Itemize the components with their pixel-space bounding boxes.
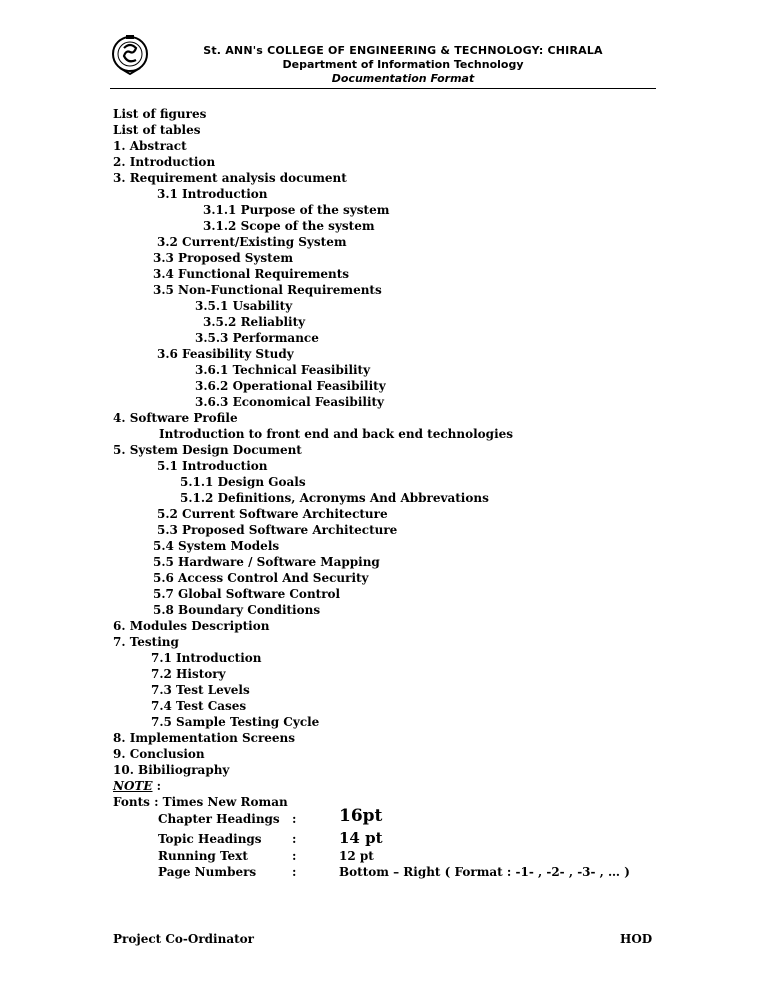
font-rule-value: 12 pt <box>339 849 374 863</box>
format-title: Documentation Format <box>331 72 475 85</box>
toc-item: 3.5.3 Performance <box>195 331 319 345</box>
font-rule-label: Topic Headings <box>158 832 262 846</box>
project-coordinator-signature-label: Project Co-Ordinator <box>113 932 254 946</box>
toc-item: 3.1 Introduction <box>157 187 268 201</box>
toc-item: 8. Implementation Screens <box>113 731 296 745</box>
toc-item: 5.6 Access Control And Security <box>153 571 369 585</box>
toc-item: 5.2 Current Software Architecture <box>157 507 388 521</box>
hod-signature-label: HOD <box>620 932 653 946</box>
toc-item: 5.1 Introduction <box>157 459 268 473</box>
font-rule-label: Chapter Headings <box>158 812 280 826</box>
toc-item: 5.1.2 Definitions, Acronyms And Abbrevations <box>180 491 489 505</box>
toc-item: 3.1.2 Scope of the system <box>203 219 375 233</box>
font-rule-value: 16pt <box>339 806 383 826</box>
toc-item: 9. Conclusion <box>113 747 205 761</box>
document-header <box>110 30 656 89</box>
toc-item: 5.3 Proposed Software Architecture <box>157 523 398 537</box>
toc-item: 3. Requirement analysis document <box>113 171 347 185</box>
note-label: NOTE <box>113 779 153 793</box>
toc-item: 5.8 Boundary Conditions <box>153 603 321 617</box>
note-colon: : <box>152 779 162 793</box>
toc-item: 3.2 Current/Existing System <box>157 235 347 249</box>
toc-item: 3.6.1 Technical Feasibility <box>195 363 371 377</box>
toc-item: 3.5.2 Reliablity <box>203 315 306 329</box>
toc-item: 3.6.2 Operational Feasibility <box>195 379 386 393</box>
toc-item: 3.5.1 Usability <box>195 299 293 313</box>
toc-item: 5. System Design Document <box>113 443 302 457</box>
department-name: Department of Information Technology <box>282 58 524 71</box>
toc-item: 7.2 History <box>151 667 226 681</box>
toc-item: 7. Testing <box>113 635 179 649</box>
font-rule-label: Running Text <box>158 849 248 863</box>
toc-item: 3.6 Feasibility Study <box>157 347 294 361</box>
toc-item: 5.7 Global Software Control <box>153 587 341 601</box>
font-rule-colon: : <box>292 865 297 879</box>
toc-item: 3.6.3 Economical Feasibility <box>195 395 385 409</box>
toc-item: 6. Modules Description <box>113 619 270 633</box>
college-seal-logo <box>110 34 150 78</box>
toc-item: 5.4 System Models <box>153 539 280 553</box>
font-rule-value: 14 pt <box>339 829 383 847</box>
note-line <box>113 778 161 794</box>
toc-item: 2. Introduction <box>113 155 216 169</box>
toc-item: 7.3 Test Levels <box>151 683 250 697</box>
font-rule-value: Bottom – Right ( Format : -1- , -2- , -3- , … ) <box>339 865 630 879</box>
toc-item: 3.4 Functional Requirements <box>153 267 350 281</box>
toc-item: List of figures <box>113 107 207 121</box>
font-rule-colon: : <box>292 812 297 826</box>
toc-item: 7.1 Introduction <box>151 651 262 665</box>
toc-item: 10. Bibiliography <box>113 763 230 777</box>
toc-item: 7.4 Test Cases <box>151 699 247 713</box>
font-rule-label: Page Numbers <box>158 865 257 879</box>
toc-item: 3.3 Proposed System <box>153 251 294 265</box>
toc-item: List of tables <box>113 123 201 137</box>
toc-item: 5.5 Hardware / Software Mapping <box>153 555 380 569</box>
toc-item: Introduction to front end and back end technologies <box>159 427 514 441</box>
toc-item: 3.1.1 Purpose of the system <box>203 203 390 217</box>
font-rule-colon: : <box>292 832 297 846</box>
toc-item: 3.5 Non-Functional Requirements <box>153 283 382 297</box>
toc-item: 1. Abstract <box>113 139 187 153</box>
toc-item: 7.5 Sample Testing Cycle <box>151 715 320 729</box>
toc-item: 5.1.1 Design Goals <box>180 475 306 489</box>
toc-item: 4. Software Profile <box>113 411 238 425</box>
college-name: St. ANN's COLLEGE OF ENGINEERING & TECHNOLOGY: CHIRALA <box>203 44 603 57</box>
font-rule-colon: : <box>292 849 297 863</box>
fonts-line: Fonts : Times New Roman <box>113 795 288 809</box>
